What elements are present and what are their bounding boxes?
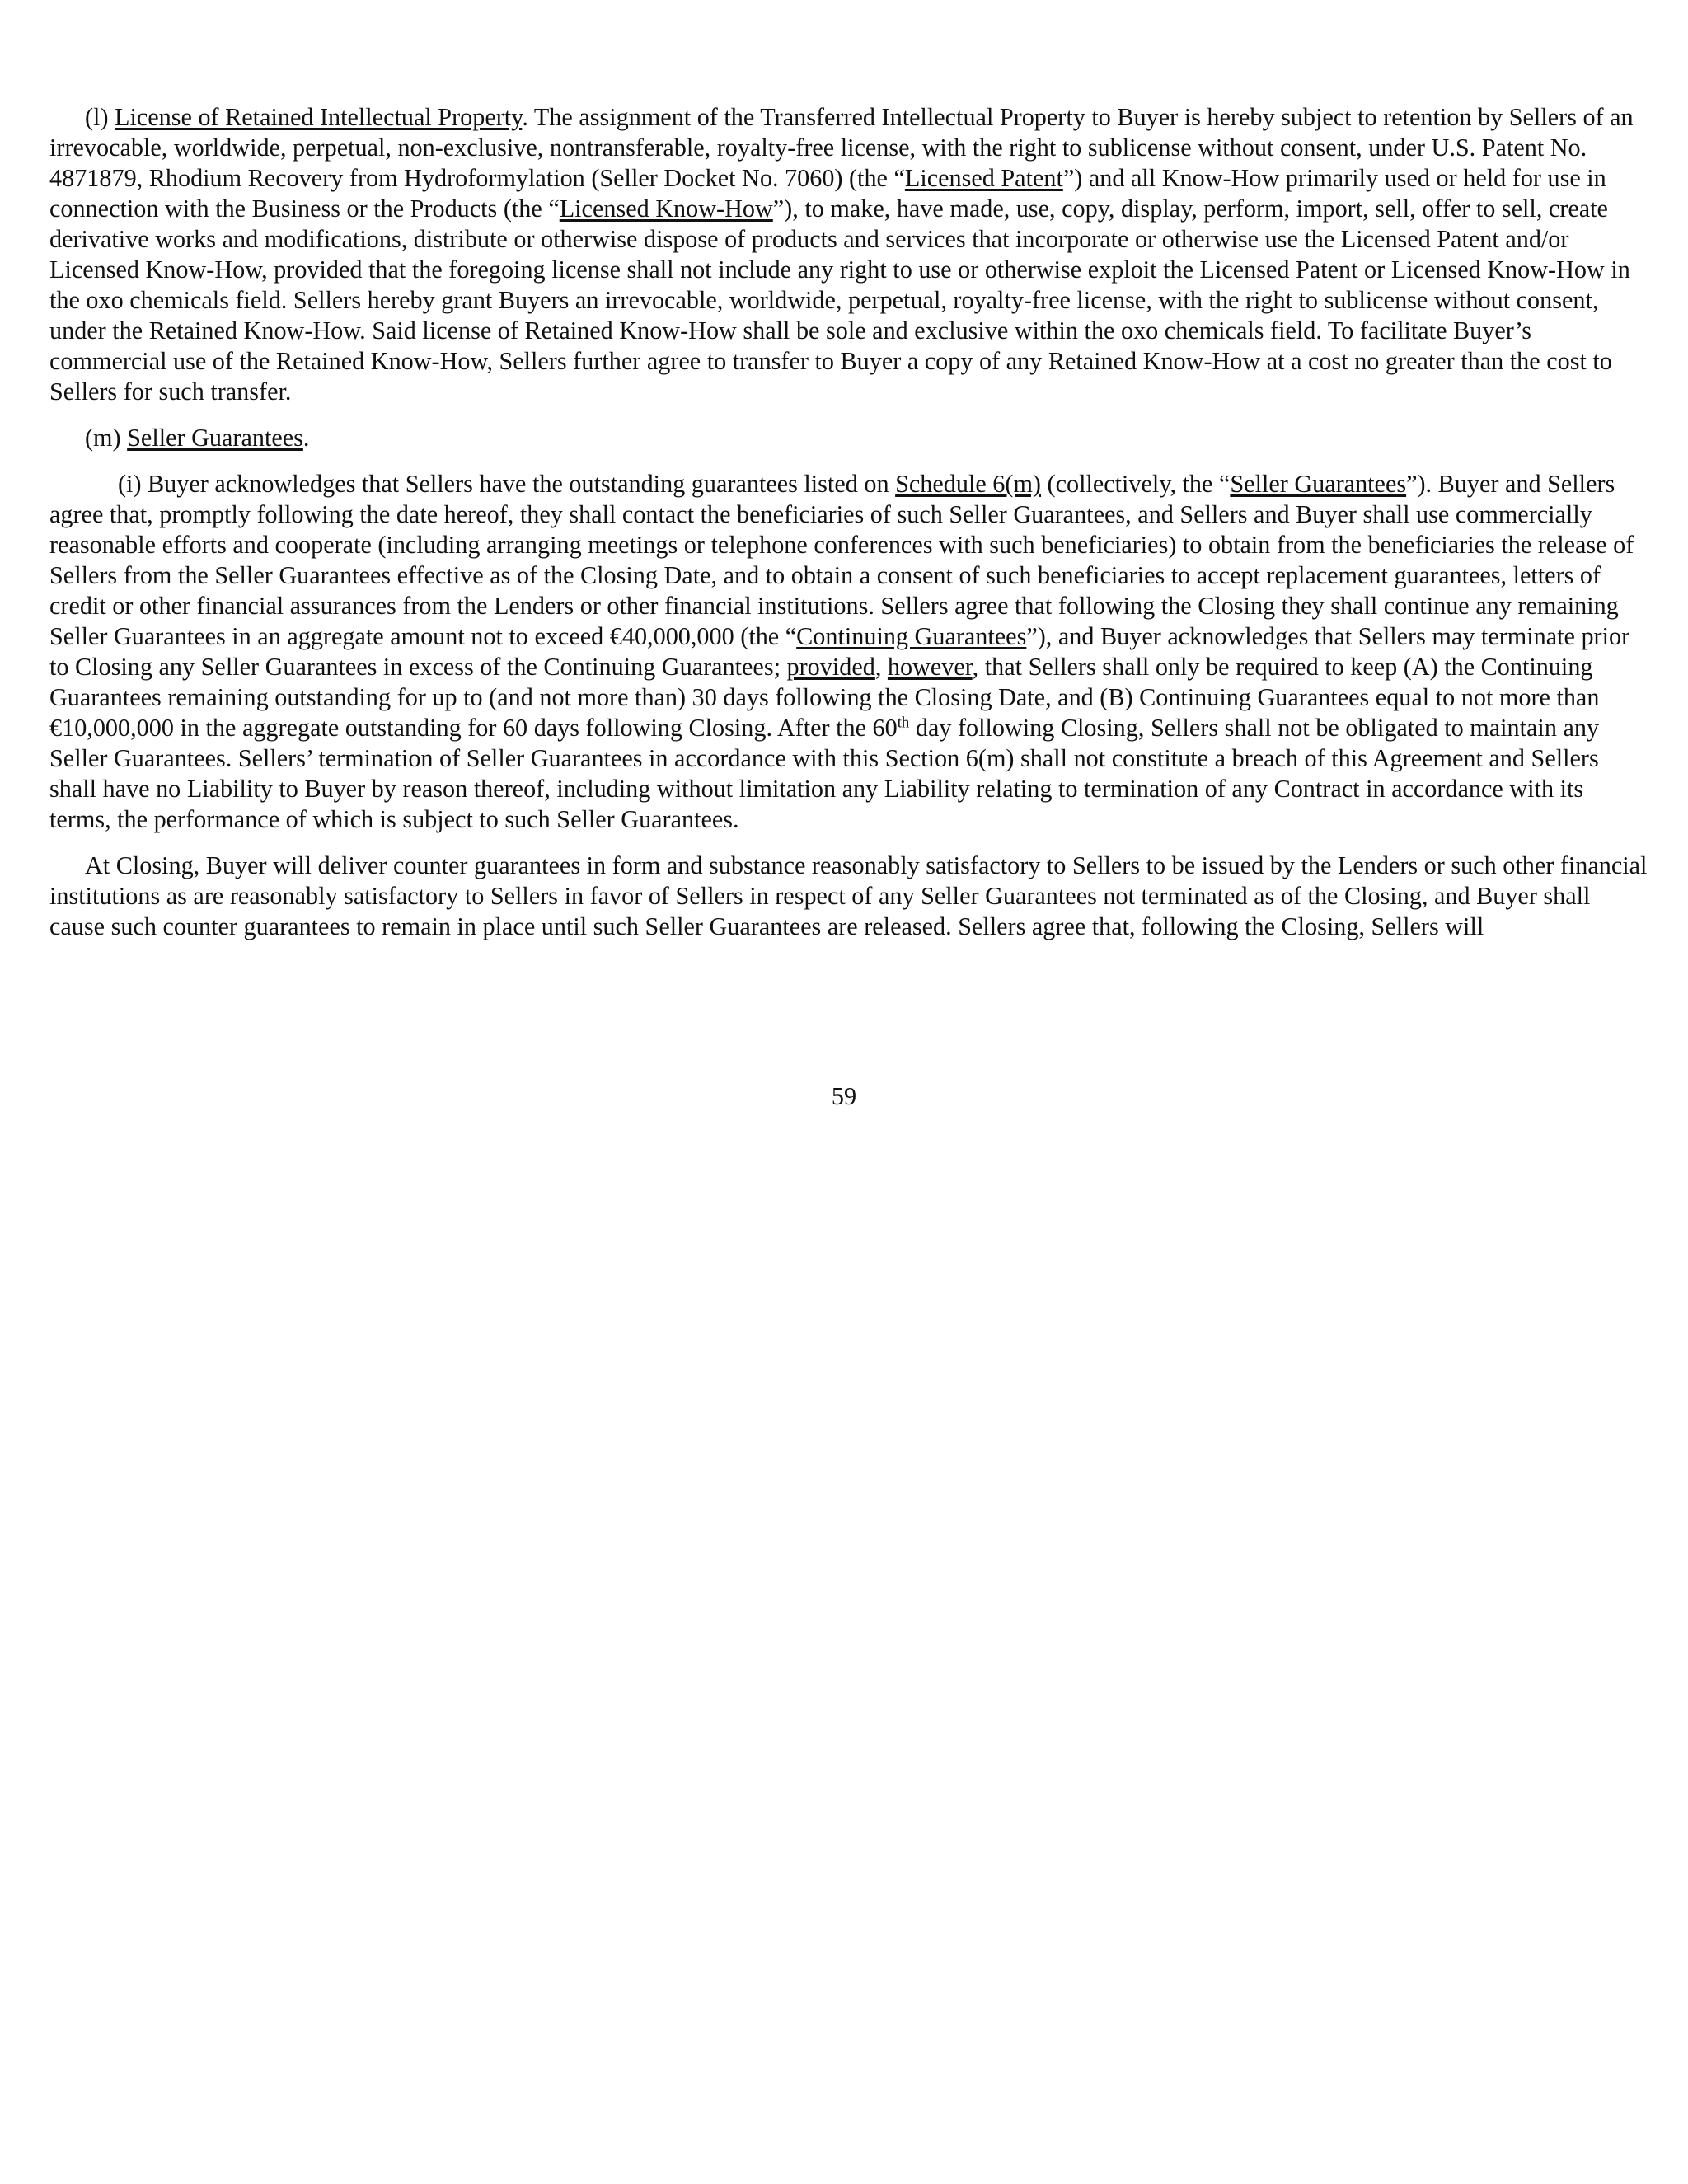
seller-guarantees-term: Seller Guarantees — [1230, 470, 1407, 498]
section-l-text-3: ”), to make, have made, use, copy, display, perform, import, sell, offer to sell, create derivative works and modifications, distribute or otherwise dispose of products and services that incorporate or otherwise use the Licensed Patent and/or Licensed Know-How, provided that the foregoing license shall not include any right to use or otherwise exploit the Licensed Patent or Licensed Know-How in the oxo chemicals field. Sellers hereby grant Buyers an irrevocable, worldwide, perpetual, royalty-free license, with the right to sublicense without consent, under the Retained Know-How. Said license of Retained Know-How shall be sole and exclusive within the oxo chemicals field. To facilitate Buyer’s commercial use of the Retained Know-How, Sellers further agree to transfer to Buyer a copy of any Retained Know-How at a cost no greater than the cost to Sellers for such transfer. — [49, 194, 1630, 405]
section-l-label: (l) — [85, 103, 109, 131]
licensed-know-how-term: Licensed Know-How — [559, 194, 773, 223]
page-number: 59 — [831, 1082, 857, 1110]
section-l-heading: License of Retained Intellectual Property — [115, 103, 523, 131]
section-m-heading-paragraph — [49, 423, 1648, 453]
ordinal-superscript: th — [897, 714, 910, 732]
section-m-i-text-1: (i) Buyer acknowledges that Sellers have the outstanding guarantees listed on — [118, 470, 896, 498]
section-m-label: (m) — [85, 424, 121, 452]
section-l-text-1: . The assignment of the Transferred Intellectual Property to Buyer is hereby subject to retention by Sellers of an irrevocable, worldwide, perpetual, non-exclusive, nontransferable, royalty-free license, with the right to sublicense without consent, under U.S. Patent No. 4871879, Rhodium Recovery from Hydroformylation (Seller Docket No. 7060) (the “ — [49, 103, 1634, 192]
section-m-i-text-3: ”). Buyer and Sellers agree that, promptly following the date hereof, they shall contact the beneficiaries of such Seller Guarantees, and Sellers and Buyer shall use commercially reasonable efforts and cooperate (including arranging meetings or telephone conferences with such beneficiaries) to obtain from the beneficiaries the release of Sellers from the Seller Guarantees effective as of the Closing Date, and to obtain a consent of such beneficiaries to accept replacement guarantees, letters of credit or other financial assurances from the Lenders or other financial institutions. Sellers agree that following the Closing they shall continue any remaining Seller Guarantees in an aggregate amount not to exceed €40,000,000 (the “ — [49, 470, 1634, 650]
section-l-paragraph — [49, 102, 1648, 407]
section-m-i-paragraph — [49, 469, 1648, 835]
provided-term: provided — [786, 653, 875, 681]
document-body — [49, 102, 1648, 958]
section-l-text-2: ”) and all Know-How primarily used or held for use in connection with the Business or the Products (the “ — [49, 164, 1606, 223]
section-m-i-text-4: ”), and Buyer acknowledges that Sellers may terminate prior to Closing any Seller Guarantees in excess of the Continuing Guarantees; — [49, 622, 1630, 681]
closing-paragraph: At Closing, Buyer will deliver counter guarantees in form and substance reasonably satisfactory to Sellers to be issued by the Lenders or such other financial institutions as are reasonably satisfactory to Sellers in favor of Sellers in respect of any Seller Guarantees not terminated as of the Closing, and Buyer shall cause such counter guarantees to remain in place until such Seller Guarantees are released. Sellers agree that, following the Closing, Sellers will — [49, 851, 1648, 940]
section-m-i-text-6: day following Closing, Sellers shall not be obligated to maintain any Seller Guarantees. Sellers’ termination of Seller Guarantees in accordance with this Section 6(m) shall not constitute a breach of this Agreement and Sellers shall have no Liability to Buyer by reason thereof, including without limitation any Liability relating to termination of any Contract in accordance with its terms, the performance of which is subject to such Seller Guarantees. — [49, 714, 1600, 833]
section-m-i-text-2: (collectively, the “ — [1041, 470, 1231, 498]
licensed-patent-term: Licensed Patent — [904, 164, 1063, 192]
schedule-6m-reference: Schedule 6(m) — [895, 470, 1041, 498]
however-term: however — [887, 653, 973, 681]
section-m-heading-end: . — [302, 424, 310, 452]
section-m-i-text-5: , that Sellers shall only be required to keep (A) the Continuing Guarantees remaining outstanding for up to (and not more than) 30 days following the Closing Date, and (B) Continuing Guarantees equal to not more than €10,000,000 in the aggregate outstanding for 60 days following Closing. After the 60 — [49, 653, 1600, 742]
continuing-guarantees-term: Continuing Guarantees — [796, 622, 1027, 650]
section-m-heading: Seller Guarantees — [127, 424, 303, 452]
section-m-i-comma: , — [874, 653, 888, 681]
